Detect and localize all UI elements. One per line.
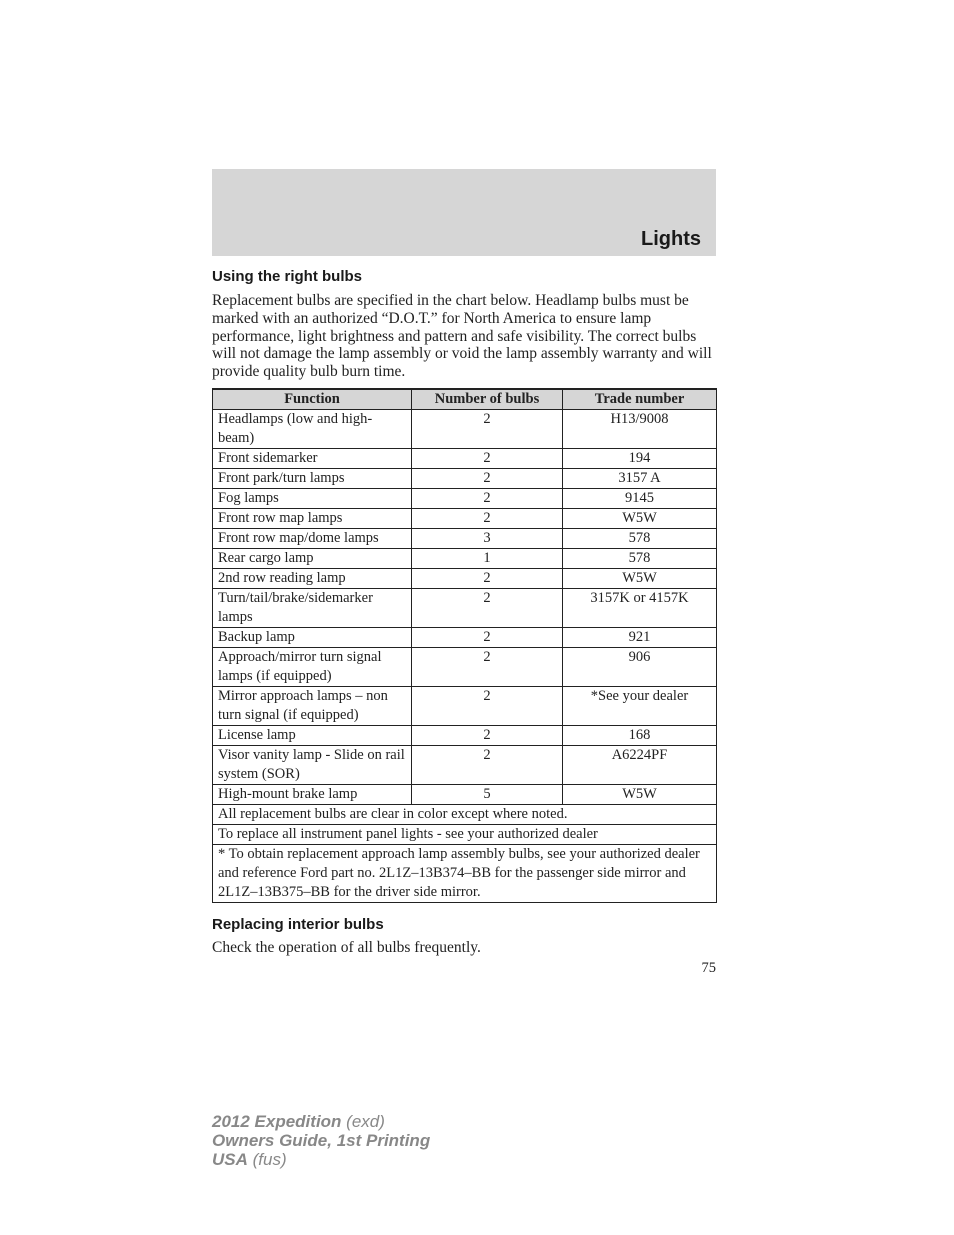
cell-number: 2 [412, 449, 563, 469]
interior-paragraph: Check the operation of all bulbs frequently. [212, 939, 481, 956]
cell-number: 2 [412, 509, 563, 529]
table-row [213, 449, 717, 469]
cell-number: 2 [412, 746, 563, 785]
footer-guide: Owners Guide, 1st Printing [212, 1131, 431, 1150]
note-clear-bulbs: All replacement bulbs are clear in color except where noted. [213, 805, 717, 825]
table-row [213, 648, 717, 687]
table-row [213, 410, 717, 449]
cell-trade: 906 [563, 648, 717, 687]
section-header-band [212, 169, 716, 256]
table-note-row [213, 805, 717, 825]
cell-number: 3 [412, 529, 563, 549]
table-row [213, 589, 717, 628]
footer-market-code: (fus) [252, 1150, 287, 1169]
table-row [213, 746, 717, 785]
cell-function: 2nd row reading lamp [213, 569, 412, 589]
intro-paragraph: Replacement bulbs are specified in the chart below. Headlamp bulbs must be marked with an authorized “D.O.T.” for North America to ensure lamp performance, light brightness and pattern and safe visibility. The correct bulbs will not damage the lamp assembly or void the lamp assembly warranty and will provide quality bulb burn time. [212, 292, 712, 381]
cell-number: 2 [412, 589, 563, 628]
cell-function: Headlamps (low and high-beam) [213, 410, 412, 449]
cell-trade: 3157 A [563, 469, 717, 489]
cell-trade: 3157K or 4157K [563, 589, 717, 628]
cell-number: 1 [412, 549, 563, 569]
cell-function: Visor vanity lamp - Slide on rail system (SOR) [213, 746, 412, 785]
cell-function: Front row map lamps [213, 509, 412, 529]
cell-number: 2 [412, 648, 563, 687]
table-row [213, 785, 717, 805]
table-row [213, 469, 717, 489]
cell-number: 2 [412, 469, 563, 489]
table-row [213, 569, 717, 589]
table-row [213, 628, 717, 648]
page-number: 75 [701, 960, 716, 976]
note-approach-lamp: * To obtain replacement approach lamp assembly bulbs, see your authorized dealer and reference Ford part no. 2L1Z–13B374–BB for the passenger side mirror and 2L1Z–13B375–BB for the driver side mirror. [213, 845, 717, 903]
cell-trade: H13/9008 [563, 410, 717, 449]
cell-function: Front row map/dome lamps [213, 529, 412, 549]
cell-trade: 578 [563, 529, 717, 549]
cell-number: 2 [412, 410, 563, 449]
footer-market: USA [212, 1150, 248, 1169]
cell-number: 2 [412, 628, 563, 648]
cell-trade: 921 [563, 628, 717, 648]
footer-model: 2012 Expedition [212, 1112, 342, 1131]
table-row [213, 726, 717, 746]
cell-trade: 9145 [563, 489, 717, 509]
table-row [213, 529, 717, 549]
cell-function: Front park/turn lamps [213, 469, 412, 489]
cell-trade: 194 [563, 449, 717, 469]
cell-number: 2 [412, 687, 563, 726]
cell-function: Approach/mirror turn signal lamps (if equipped) [213, 648, 412, 687]
section-title: Lights [641, 228, 701, 250]
column-header-function: Function [213, 389, 412, 410]
cell-number: 2 [412, 726, 563, 746]
heading-using-right-bulbs: Using the right bulbs [212, 268, 362, 285]
cell-function: Fog lamps [213, 489, 412, 509]
footer-model-code: (exd) [346, 1112, 385, 1131]
heading-replacing-interior-bulbs: Replacing interior bulbs [212, 916, 384, 933]
cell-trade: 168 [563, 726, 717, 746]
table-row [213, 687, 717, 726]
cell-function: Backup lamp [213, 628, 412, 648]
table-note-row [213, 845, 717, 903]
cell-trade: W5W [563, 785, 717, 805]
cell-trade: W5W [563, 569, 717, 589]
cell-function: Rear cargo lamp [213, 549, 412, 569]
cell-function: License lamp [213, 726, 412, 746]
table-row [213, 549, 717, 569]
table-row [213, 509, 717, 529]
cell-number: 2 [412, 569, 563, 589]
cell-number: 2 [412, 489, 563, 509]
table-row [213, 489, 717, 509]
bulb-chart-table [212, 388, 717, 903]
cell-function: Mirror approach lamps – non turn signal (if equipped) [213, 687, 412, 726]
cell-number: 5 [412, 785, 563, 805]
table-note-row [213, 825, 717, 845]
cell-function: High-mount brake lamp [213, 785, 412, 805]
note-instrument-panel: To replace all instrument panel lights - see your authorized dealer [213, 825, 717, 845]
column-header-trade-number: Trade number [563, 389, 717, 410]
cell-function: Front sidemarker [213, 449, 412, 469]
cell-function: Turn/tail/brake/sidemarker lamps [213, 589, 412, 628]
column-header-number-of-bulbs: Number of bulbs [412, 389, 563, 410]
footer-imprint [212, 1112, 430, 1169]
cell-trade: A6224PF [563, 746, 717, 785]
cell-trade: 578 [563, 549, 717, 569]
cell-trade: *See your dealer [563, 687, 717, 726]
cell-trade: W5W [563, 509, 717, 529]
table-header-row [213, 389, 717, 410]
